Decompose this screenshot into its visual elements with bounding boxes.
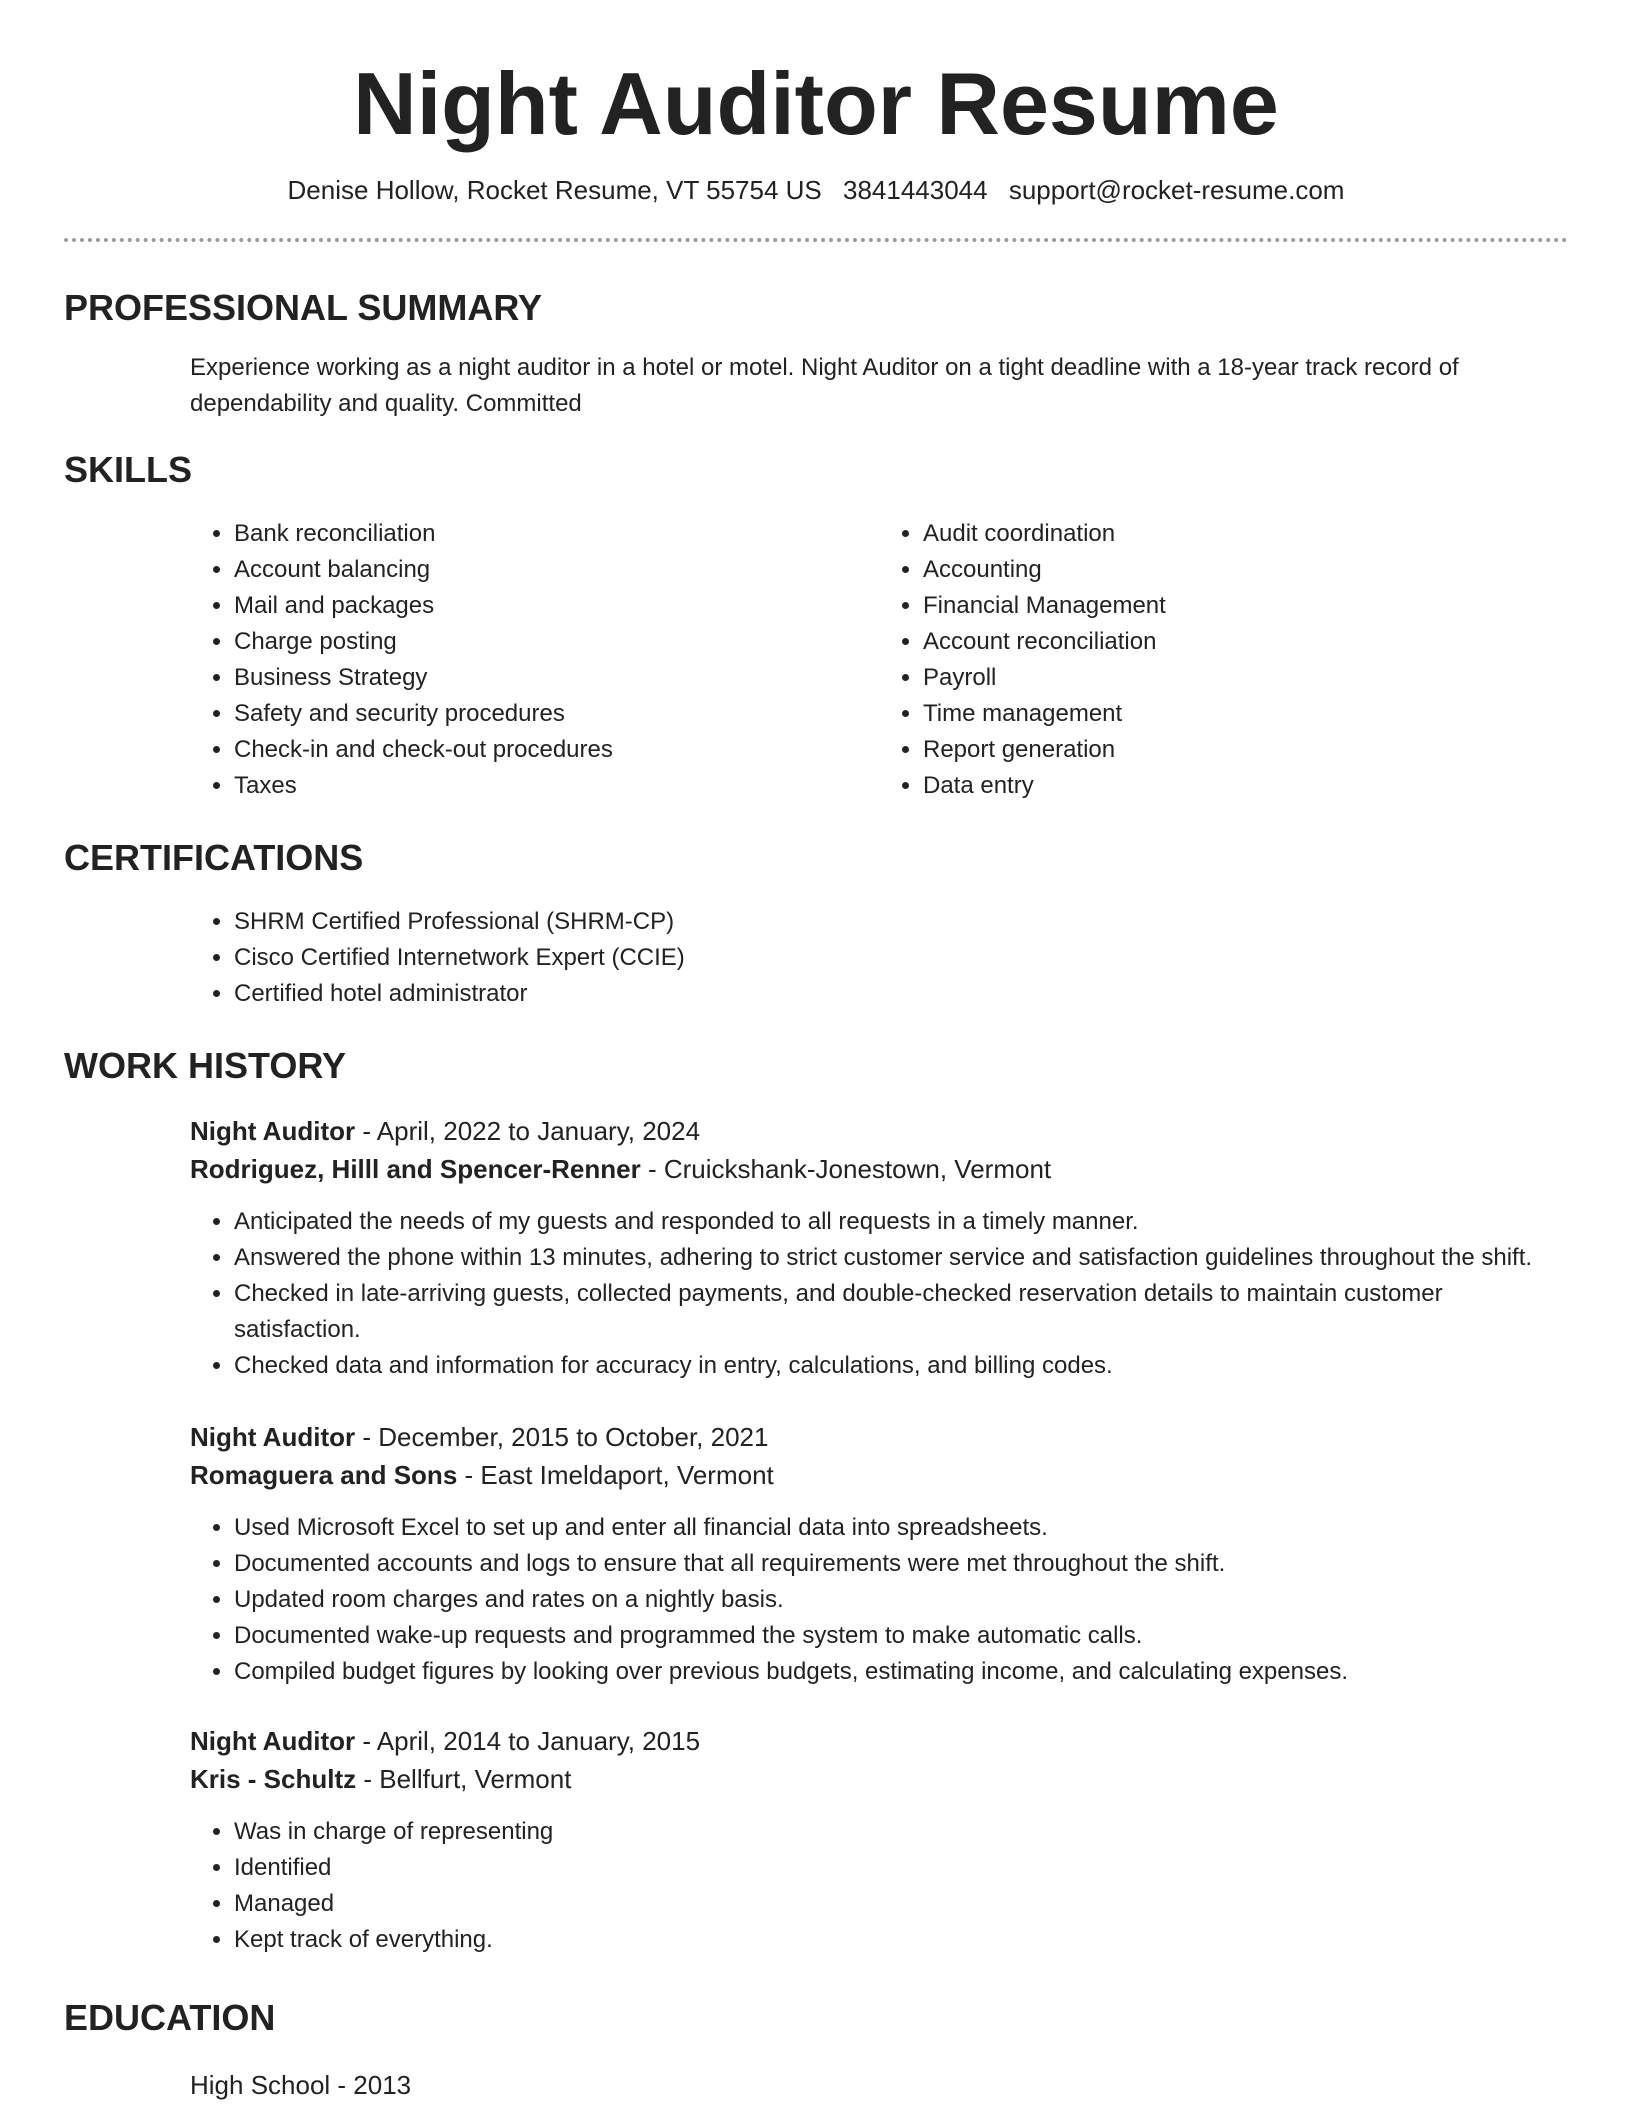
skill-item: • Financial Management (923, 588, 1568, 624)
job-entry (190, 1418, 1568, 1690)
work-history-heading: WORK HISTORY (64, 1045, 347, 1086)
skills-columns (190, 516, 1568, 804)
skill-item: • Account balancing (234, 552, 879, 588)
job-dates: - December, 2015 to October, 2021 (355, 1422, 769, 1452)
job-bullet: • Identified (234, 1850, 1568, 1886)
job-entry (190, 1722, 1568, 1958)
job-company: Kris - Schultz (190, 1764, 357, 1794)
job-company-line (190, 1456, 1568, 1494)
skill-item: • Safety and security procedures (234, 696, 879, 732)
job-title: Night Auditor (190, 1726, 356, 1756)
job-title: Night Auditor (190, 1422, 356, 1452)
job-bullet: • Compiled budget figures by looking over previous budgets, estimating income, and calculating expenses. (234, 1654, 1568, 1690)
job-bullets (190, 1510, 1568, 1690)
certification-item: • Certified hotel administrator (234, 976, 1568, 1012)
job-location: - Cruickshank-Jonestown, Vermont (640, 1154, 1052, 1184)
certification-item: • Cisco Certified Internetwork Expert (CCIE) (234, 940, 1568, 976)
job-bullet: • Updated room charges and rates on a nightly basis. (234, 1582, 1568, 1618)
job-entry (190, 1112, 1568, 1384)
job-bullet: • Managed (234, 1886, 1568, 1922)
job-company: Romaguera and Sons (190, 1460, 458, 1490)
job-bullet: • Anticipated the needs of my guests and responded to all requests in a timely manner. (234, 1204, 1568, 1240)
job-title-line (190, 1722, 1568, 1760)
skill-item: • Check-in and check-out procedures (234, 732, 879, 768)
job-bullet: • Documented accounts and logs to ensure that all requirements were met throughout the shift. (234, 1546, 1568, 1582)
job-dates: - April, 2014 to January, 2015 (355, 1726, 701, 1756)
contact-address: Denise Hollow, Rocket Resume, VT 55754 US (287, 175, 822, 205)
job-dates: - April, 2022 to January, 2024 (355, 1116, 701, 1146)
job-bullets (190, 1814, 1568, 1958)
job-bullet: • Was in charge of representing (234, 1814, 1568, 1850)
skill-item: • Business Strategy (234, 660, 879, 696)
job-location: - East Imeldaport, Vermont (457, 1460, 774, 1490)
job-title-line (190, 1112, 1568, 1150)
skill-item: • Accounting (923, 552, 1568, 588)
job-bullet: • Checked in late-arriving guests, collected payments, and double-checked reservation details to maintain customer satisfaction. (234, 1276, 1568, 1348)
skill-item: • Time management (923, 696, 1568, 732)
job-title-line (190, 1418, 1568, 1456)
education-entry: High School - 2013 (190, 2070, 412, 2100)
job-bullet: • Answered the phone within 13 minutes, adhering to strict customer service and satisfaction guidelines throughout the shift. (234, 1240, 1568, 1276)
job-title: Night Auditor (190, 1116, 356, 1146)
contact-phone: 3841443044 (842, 175, 988, 205)
skill-item: • Report generation (923, 732, 1568, 768)
contact-email: support@rocket-resume.com (1008, 175, 1345, 205)
certification-item: • SHRM Certified Professional (SHRM-CP) (234, 904, 1568, 940)
skill-item: • Data entry (923, 768, 1568, 804)
job-company: Rodriguez, Hilll and Spencer-Renner (190, 1154, 641, 1184)
job-bullet: • Documented wake-up requests and programmed the system to make automatic calls. (234, 1618, 1568, 1654)
job-location: - Bellfurt, Vermont (356, 1764, 572, 1794)
certifications-list (190, 904, 1568, 1012)
skill-item: • Taxes (234, 768, 879, 804)
skill-item: • Payroll (923, 660, 1568, 696)
job-company-line (190, 1150, 1568, 1188)
skill-item: • Charge posting (234, 624, 879, 660)
skill-item: • Account reconciliation (923, 624, 1568, 660)
education-heading: EDUCATION (64, 1997, 276, 2038)
job-bullets (190, 1204, 1568, 1384)
resume-title: Night Auditor Resume (353, 54, 1279, 153)
certifications-heading: CERTIFICATIONS (64, 837, 364, 878)
summary-heading: PROFESSIONAL SUMMARY (64, 287, 543, 328)
job-company-line (190, 1760, 1568, 1798)
job-bullet: • Checked data and information for accuracy in entry, calculations, and billing codes. (234, 1348, 1568, 1384)
skills-list-right (879, 516, 1568, 804)
job-bullet: • Used Microsoft Excel to set up and enter all financial data into spreadsheets. (234, 1510, 1568, 1546)
header-divider (64, 238, 1568, 242)
skills-list-left (190, 516, 879, 804)
skill-item: • Audit coordination (923, 516, 1568, 552)
contact-line (64, 172, 1568, 208)
job-bullet: • Kept track of everything. (234, 1922, 1568, 1958)
skills-heading: SKILLS (64, 449, 193, 490)
summary-text: Experience working as a night auditor in a hotel or motel. Night Auditor on a tight deadline with a 18-year track record of dependability and quality. Committed (190, 354, 1459, 417)
skill-item: • Bank reconciliation (234, 516, 879, 552)
skill-item: • Mail and packages (234, 588, 879, 624)
